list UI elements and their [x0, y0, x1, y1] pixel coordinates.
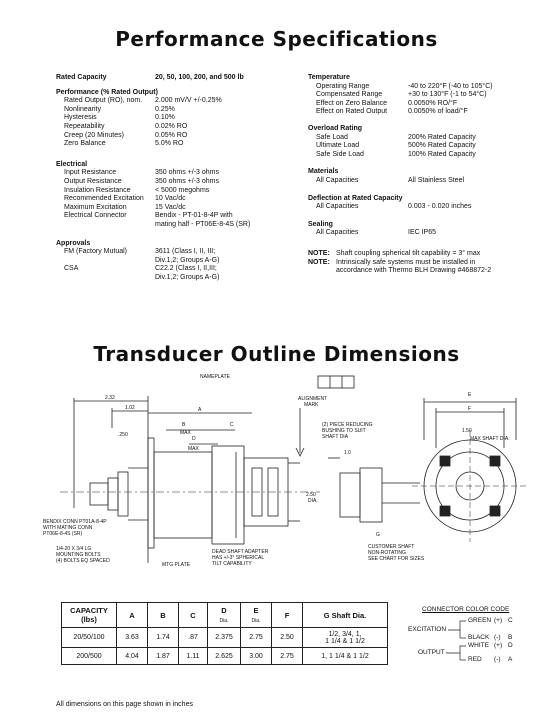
note-text: Shaft coupling spherical tilt capability = 3° max — [336, 249, 481, 257]
temperature-row — [308, 91, 548, 100]
temperature-label: Effect on Zero Balance — [316, 99, 388, 107]
performance-label: Creep (20 Minutes) — [64, 131, 124, 139]
cell: 20/50/100 — [62, 628, 117, 648]
electrical-label: Recommended Excitation — [64, 195, 144, 203]
dim-d-max: MAX — [188, 446, 199, 452]
dead-line-3: TILT CAPABILITY — [212, 561, 252, 567]
connector-pin: B — [508, 634, 513, 641]
performance-label: Zero Balance — [64, 140, 106, 148]
connector-pin: A — [508, 656, 513, 663]
table-row — [62, 648, 388, 665]
max-shaft-label: MAX SHAFT DIA. — [470, 436, 510, 442]
electrical-label: Maximum Excitation — [64, 203, 127, 211]
performance-value: 0.25% — [155, 105, 175, 113]
cell: 2.625 — [208, 648, 241, 665]
bolts-line-2: MOUNTING BOLTS — [56, 552, 101, 558]
left-spec-column — [56, 74, 286, 282]
connector-sign: (+) — [494, 617, 503, 624]
dim-b: B — [182, 422, 186, 428]
electrical-label — [56, 221, 64, 228]
overload-label: Safe Side Load — [316, 150, 364, 158]
electrical-row — [56, 212, 286, 221]
materials-heading: Materials — [308, 168, 339, 176]
temperature-row — [308, 83, 548, 92]
overload-row — [308, 134, 548, 143]
temperature-row — [308, 108, 548, 117]
temperature-label: Operating Range — [316, 82, 370, 90]
temperature-value: -40 to 220°F (-40 to 105°C) — [408, 82, 493, 90]
fm-value-1: 3611 (Class I, II, III; — [155, 248, 216, 256]
connector-pin: D — [508, 642, 513, 649]
performance-row — [56, 106, 286, 115]
electrical-heading: Electrical — [56, 160, 88, 168]
electrical-row — [56, 169, 286, 178]
deflection-heading: Deflection at Rated Capacity — [308, 194, 403, 202]
electrical-row — [56, 204, 286, 213]
header-e: E Dia. — [241, 603, 272, 628]
connector-lines — [408, 606, 518, 668]
rated-capacity-value: 20, 50, 100, 200, and 500 lb — [155, 74, 244, 81]
overload-label: Safe Load — [316, 133, 348, 141]
temperature-label: Compensated Range — [316, 91, 383, 99]
connector-sign: (+) — [494, 642, 503, 649]
customer-line-2: NON-ROTATING — [368, 550, 406, 556]
cell: 1.11 — [179, 648, 208, 665]
cell: 3.00 — [241, 648, 272, 665]
transducer-outline-drawing — [0, 368, 553, 598]
electrical-row — [56, 221, 286, 230]
temperature-label: Effect on Rated Output — [316, 108, 388, 116]
header-a: A — [117, 603, 148, 628]
dim-10: 1.0 — [344, 450, 351, 456]
cell: 1.87 — [148, 648, 179, 665]
performance-value: 0.10% — [155, 114, 175, 122]
performance-heading: Performance (% Rated Output) — [56, 88, 158, 96]
note-tag: NOTE: — [308, 249, 330, 257]
cell: 1/2, 3/4, 1, 1 1/4 & 1 1/2 — [303, 628, 388, 648]
table-row — [62, 628, 388, 648]
connector-color: BLACK — [468, 634, 490, 641]
performance-value: 5.0% RO — [155, 140, 184, 148]
performance-row — [56, 97, 286, 106]
performance-title: Performance Specifications — [115, 27, 438, 51]
electrical-value: 10 Vac/dc — [155, 195, 186, 203]
electrical-value: 350 ohms +/-3 ohms — [155, 169, 220, 177]
overload-heading: Overload Rating — [308, 124, 363, 132]
performance-value: 2.000 mV/V +/-0.25% — [155, 97, 222, 105]
bendix-line-1: BENDIX CONN PT01A-8-4P — [43, 519, 107, 525]
dim-e: E — [468, 392, 472, 398]
mtg-plate-label: MTG PLATE — [162, 562, 190, 568]
performance-row — [56, 132, 286, 141]
performance-row — [56, 114, 286, 123]
temperature-value: 0.0050% RO/°F — [408, 99, 458, 107]
output-label: OUTPUT — [418, 649, 445, 656]
cell: 2.375 — [208, 628, 241, 648]
performance-value: 0.02% RO — [155, 122, 188, 130]
performance-label: Rated Output (RO), nom. — [64, 97, 143, 105]
dim-b-max: MAX — [180, 430, 191, 436]
dim-c: C — [230, 422, 234, 428]
outline-title: Transducer Outline Dimensions — [93, 342, 460, 366]
dim-a: A — [198, 407, 202, 413]
bolts-line-3: (4) BOLTS EQ SPACED — [56, 558, 110, 564]
materials-value: All Stainless Steel — [408, 176, 465, 184]
overload-value: 100% Rated Capacity — [408, 150, 476, 158]
materials-label: All Capacities — [316, 176, 359, 184]
dead-line-2: HAS +/-3° SPHERICAL — [212, 555, 265, 561]
header-f: F — [272, 603, 303, 628]
dim-250: .250 — [118, 432, 128, 438]
customer-line-1: CUSTOMER SHAFT — [368, 544, 415, 550]
sealing-value: IEC IP65 — [408, 229, 437, 237]
dim-232: 2.32 — [105, 395, 115, 401]
electrical-value: 15 Vac/dc — [155, 203, 186, 211]
dim-f: F — [468, 406, 472, 412]
excitation-label: EXCITATION — [408, 626, 447, 633]
table-header-row — [62, 603, 388, 628]
dim-102: 1.02 — [125, 405, 135, 411]
overload-row — [308, 151, 548, 160]
reducing-line-1: (2) PIECE REDUCING — [322, 422, 373, 428]
note-text: accordance with Thermo BLH Drawing #468872-2 — [336, 267, 492, 275]
reducing-line-2: BUSHING TO SUIT — [322, 428, 366, 434]
sealing-label: All Capacities — [316, 229, 359, 237]
electrical-label: Input Resistance — [64, 169, 117, 177]
connector-color: RED — [468, 656, 482, 663]
electrical-label: Output Resistance — [64, 177, 122, 185]
reducing-line-3: SHAFT DIA — [322, 434, 349, 440]
performance-value: 0.05% RO — [155, 131, 188, 139]
cell: 2.75 — [241, 628, 272, 648]
electrical-row — [56, 178, 286, 187]
connector-sign: (-) — [494, 634, 501, 641]
csa-label: CSA — [64, 265, 79, 273]
csa-value-1: C22.2 (Class I, II,III; — [155, 265, 217, 273]
bendix-line-3: PT06E-8-4S (SR) — [43, 531, 83, 537]
performance-label: Hysteresis — [64, 114, 97, 122]
mark-label: MARK — [304, 402, 319, 408]
fm-value-2: Div.1,2; Groups A-G) — [155, 256, 220, 264]
temperature-heading: Temperature — [308, 74, 350, 81]
note-row — [308, 267, 548, 276]
right-spec-column — [308, 74, 548, 276]
temperature-value: 0.0050% of load/°F — [408, 108, 468, 116]
csa-value-2: Div.1,2; Groups A-G) — [155, 273, 220, 281]
temperature-value: +30 to 130°F (-1 to 54°C) — [408, 91, 487, 99]
overload-value: 500% Rated Capacity — [408, 142, 476, 150]
customer-line-3: SEE CHART FOR SIZES — [368, 556, 425, 562]
electrical-value: < 5000 megohms — [155, 186, 210, 194]
note-tag: NOTE: — [308, 258, 330, 266]
connector-color: GREEN — [468, 617, 492, 624]
connector-pin: C — [508, 617, 513, 624]
electrical-value: Bendix - PT-01-8-4P with — [155, 212, 233, 220]
dim-d: D — [192, 436, 196, 442]
connector-sign: (-) — [494, 656, 501, 663]
dia-label: DIA. — [308, 498, 318, 504]
overload-row — [308, 142, 548, 151]
electrical-label: Electrical Connector — [64, 212, 127, 220]
electrical-value: 350 ohms +/-3 ohms — [155, 177, 220, 185]
electrical-label: Insulation Resistance — [64, 186, 131, 194]
header-g: G Shaft Dia. — [303, 603, 388, 628]
overload-value: 200% Rated Capacity — [408, 133, 476, 141]
performance-label: Nonlinearity — [64, 105, 101, 113]
alignment-label: ALIGNMENT — [298, 396, 328, 402]
cell: 1.74 — [148, 628, 179, 648]
dead-line-1: DEAD SHAFT ADAPTER — [212, 549, 269, 555]
header-d: D Dia. — [208, 603, 241, 628]
electrical-value: mating half - PT06E-8-4S (SR) — [155, 220, 251, 228]
rated-capacity-label: Rated Capacity — [56, 74, 107, 81]
fm-label: FM (Factory Mutual) — [64, 248, 128, 256]
dimension-table — [61, 602, 388, 665]
footer-note: All dimensions on this page shown in inches — [56, 701, 193, 708]
cell: 3.63 — [117, 628, 148, 648]
overload-label: Ultimate Load — [316, 142, 360, 150]
performance-row — [56, 123, 286, 132]
electrical-row — [56, 187, 286, 196]
cell: 1, 1 1/4 & 1 1/2 — [303, 648, 388, 665]
performance-row — [56, 140, 286, 149]
g-label: G — [376, 532, 380, 538]
header-capacity: CAPACITY (lbs) — [62, 603, 117, 628]
deflection-label: All Capacities — [316, 203, 359, 211]
header-b: B — [148, 603, 179, 628]
cell: 4.04 — [117, 648, 148, 665]
dim-250-dia: 2.50 — [306, 492, 316, 498]
note-row — [308, 259, 548, 268]
bendix-line-2: WITH MATING CONN — [43, 525, 93, 531]
connector-title: CONNECTOR COLOR CODE — [422, 606, 510, 613]
bolts-line-1: 1/4-20 X 3/4 LG — [56, 546, 92, 552]
cell: 200/500 — [62, 648, 117, 665]
sealing-heading: Sealing — [308, 220, 333, 228]
electrical-row — [56, 195, 286, 204]
cell: 2.75 — [272, 648, 303, 665]
approvals-heading: Approvals — [56, 239, 91, 247]
nameplate-label: NAMEPLATE — [200, 374, 230, 380]
cell: .87 — [179, 628, 208, 648]
performance-label: Repeatability — [64, 122, 105, 130]
dim-150: 1.50 — [462, 428, 472, 434]
deflection-value: 0.003 - 0.020 inches — [408, 203, 472, 211]
cell: 2.50 — [272, 628, 303, 648]
note-row — [308, 250, 548, 259]
note-text: Intrinsically safe systems must be installed in — [336, 258, 476, 266]
connector-color-code — [408, 606, 518, 668]
header-c: C — [179, 603, 208, 628]
connector-color: WHITE — [468, 642, 489, 649]
